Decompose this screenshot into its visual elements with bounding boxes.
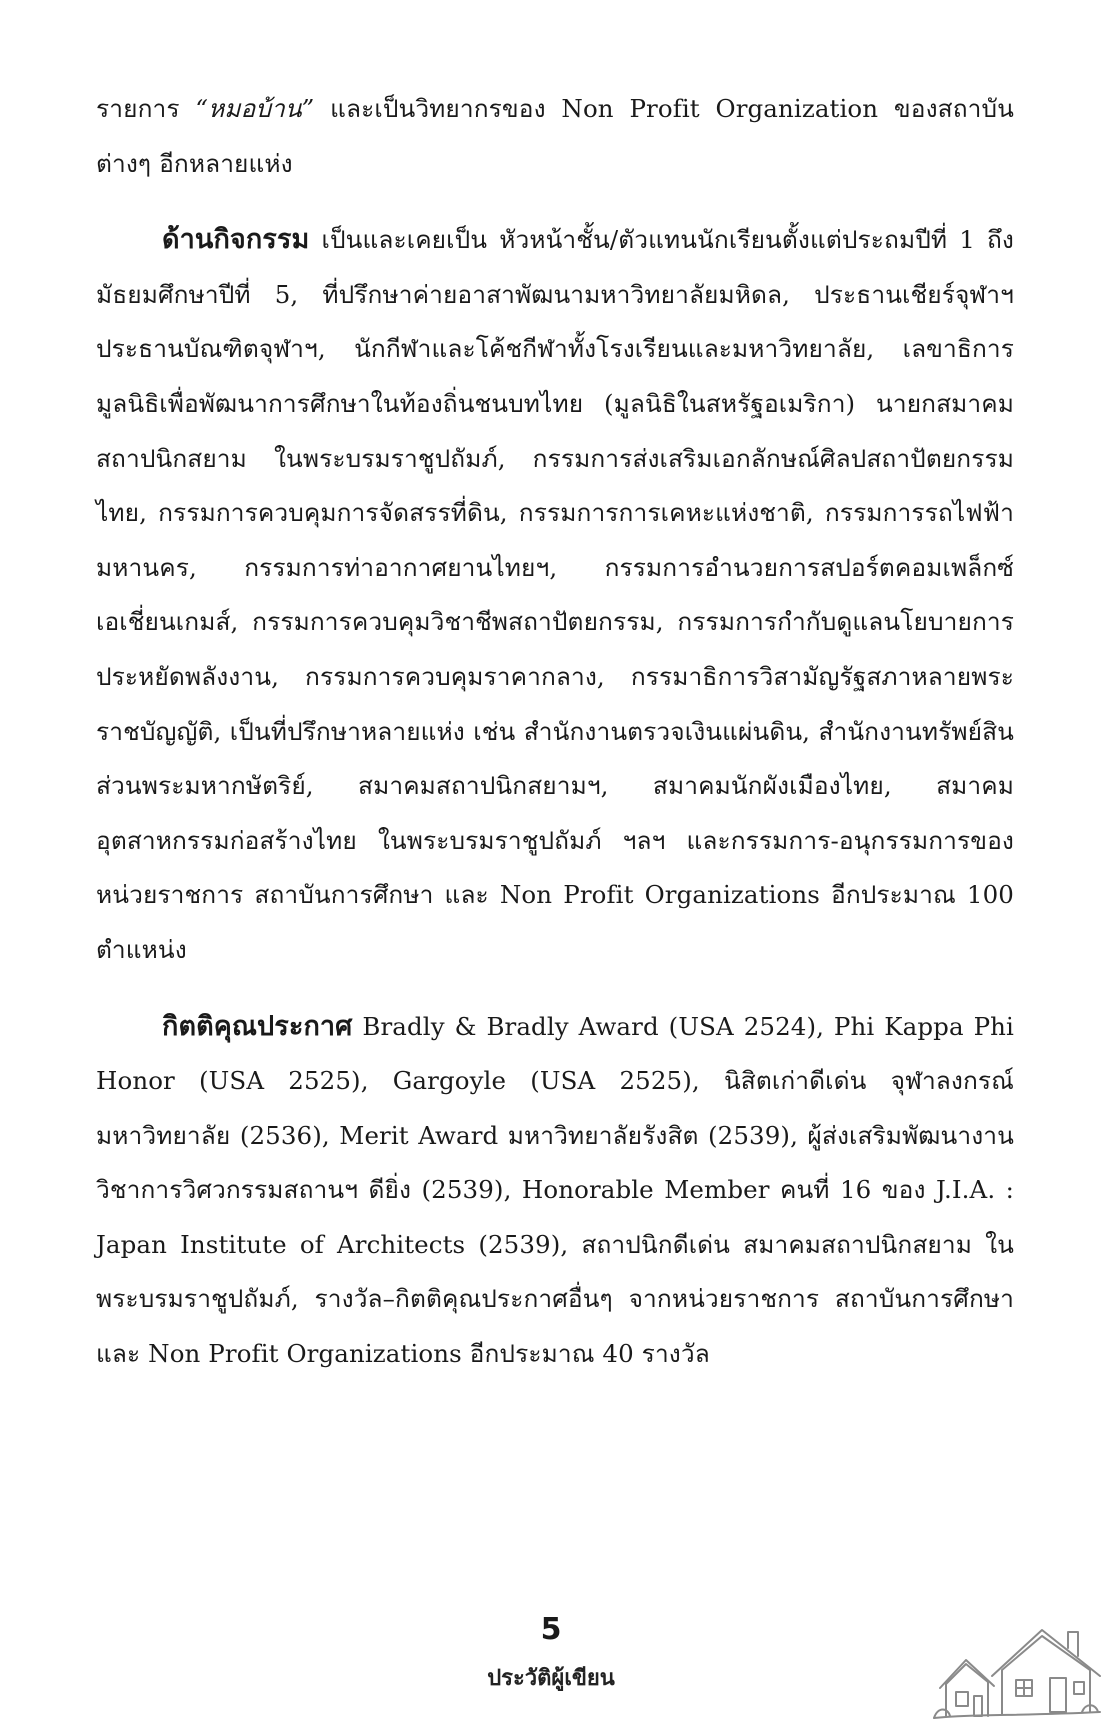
paragraph-text: และเป็นวิทยากรของ Non Profit Organization ของสถาบันต่างๆ อีกหลายแห่ง bbox=[96, 94, 1014, 178]
page-number: 5 bbox=[540, 1612, 562, 1647]
body-text bbox=[96, 82, 1014, 1382]
activities-text: เป็นและเคยเป็น หัวหน้าชั้น/ตัวแทนนักเรียนตั้งแต่ประถมปีที่ 1 ถึง มัธยมศึกษาปีที่ 5, ที่ปรึกษาค่ายอาสาพัฒนามหาวิทยาลัยมหิดล, ประธานเชียร์จุฬาฯ ประธานบัณฑิตจุฬาฯ, นักกีฬาและโค้ชกีฬาทั้งโรงเรียนและมหาวิทยาลัย, เลขาธิการมูลนิธิเพื่อพัฒนาการศึกษาในท้องถิ่นชนบทไทย (มูลนิธิในสหรัฐอเมริกา) นายกสมาคมสถาปนิกสยาม ในพระบรมราชูปถัมภ์, กรรมการส่งเสริมเอกลักษณ์ศิลปสถาปัตยกรรมไทย, กรรมการควบคุมการจัดสรรที่ดิน, กรรมการการเคหะแห่งชาติ, กรรมการรถไฟฟ้ามหานคร, กรรมการท่าอากาศยานไทยฯ, กรรมการอำนวยการสปอร์ตคอมเพล็กซ์เอเชี่ยนเกมส์, กรรมการควบคุมวิชาชีพสถาปัตยกรรม, กรรมการกำกับดูแลนโยบายการประหยัดพลังงาน, กรรมการควบคุมราคากลาง, กรรมาธิการวิสามัญรัฐสภาหลายพระราชบัญญัติ, เป็นที่ปรึกษาหลายแห่ง เช่น สำนักงานตรวจเงินแผ่นดิน, สำนักงานทรัพย์สินส่วนพระมหากษัตริย์, สมาคมสถาปนิกสยามฯ, สมาคมนักผังเมืองไทย, สมาคมอุตสาหกรรมก่อสร้างไทย ในพระบรมราชูปถัมภ์ ฯลฯ และกรรมการ-อนุกรรมการของหน่วยราชการ สถาบันการศึกษา และ Non Profit Organizations อีกประมาณ 100 ตำแหน่ง bbox=[96, 225, 1014, 964]
house-sketch-icon bbox=[932, 1614, 1102, 1732]
activities-heading: ด้านกิจกรรม bbox=[162, 224, 310, 256]
paragraph-continuation bbox=[96, 82, 1014, 191]
paragraph-activities bbox=[96, 213, 1014, 977]
quoted-show-name: “หมอบ้าน” bbox=[195, 94, 315, 123]
paragraph-lead: รายการ bbox=[96, 94, 196, 123]
honors-text: Bradly & Bradly Award (USA 2524), Phi Kappa Phi Honor (USA 2525), Gargoyle (USA 2525), นิสิตเก่าดีเด่น จุฬาลงกรณ์มหาวิทยาลัย (2536), Merit Award มหาวิทยาลัยรังสิต (2539), ผู้ส่งเสริมพัฒนางานวิชาการวิศวกรรมสถานฯ ดียิ่ง (2539), Honorable Member คนที่ 16 ของ J.I.A. : Japan Institute of Architects (2539), สถาปนิกดีเด่น สมาคมสถาปนิกสยาม ในพระบรมราชูปถัมภ์, รางวัล–กิตติคุณประกาศอื่นๆ จากหน่วยราชการ สถาบันการศึกษา และ Non Profit Organizations อีกประมาณ 40 รางวัล bbox=[96, 1011, 1014, 1369]
footer-title: ประวัติผู้เขียน bbox=[487, 1666, 615, 1691]
honors-heading: กิตติคุณประกาศ bbox=[162, 1010, 353, 1042]
paragraph-honors bbox=[96, 1000, 1014, 1382]
